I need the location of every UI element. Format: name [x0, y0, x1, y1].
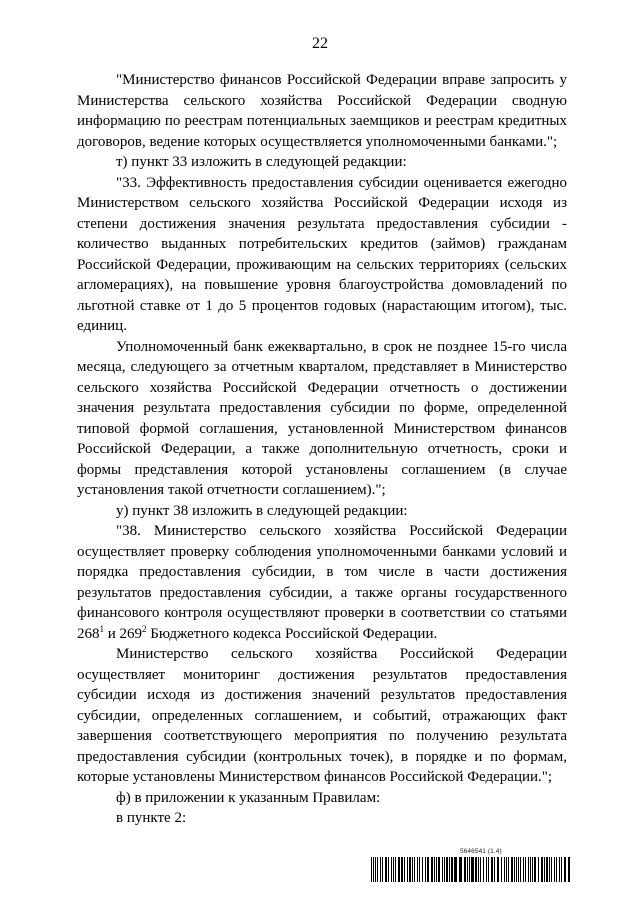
superscript-1: 1 [99, 623, 104, 634]
document-body [77, 70, 567, 829]
paragraph-item-f: ф) в приложении к указанным Правилам: [116, 789, 381, 806]
superscript-2: 2 [142, 623, 147, 634]
barcode-image [371, 857, 571, 882]
paragraph-38-text-before: "38. Министерство сельского хозяйства Российской Федерации осуществляет проверку соблюдения уполномоченными банками условий и порядка предоставления субсидии, в том числе в части достижения результатов предоставления субсидии, а также органы государственного финансового контроля осуществляют проверки в соответствии со статьями 268 [77, 523, 567, 642]
paragraph-bank-reporting: Уполномоченный банк ежеквартально, в срок не позднее 15-го числа месяца, следующего за отчетным кварталом, представляет в Министерство сельского хозяйства Российской Федерации отчетность о достижении значения результата предоставления субсидии по форме, определенной типовой формой соглашения, установленной Министерством финансов Российской Федерации, а также дополнительную отчетность, сроки и формы представления которой установлены соглашением (в случае установления такой отчетности соглашением)."; [77, 338, 567, 498]
page-number: 22 [312, 35, 328, 52]
paragraph-ministry-finance-request: "Министерство финансов Российской Федерации вправе запросить у Министерства сельского хозяйства Российской Федерации сводную информацию по реестрам потенциальных заемщиков и реестрам кредитных договоров, ведение которых осуществляется уполномоченными банками."; [77, 72, 567, 150]
paragraph-item-u: у) пункт 38 изложить в следующей редакции: [116, 502, 408, 519]
paragraph-38-verification [77, 521, 567, 644]
paragraph-33-efficiency: "33. Эффективность предоставления субсидии оценивается ежегодно Министерством сельского хозяйства Российской Федерации исходя из степени достижения значения результата предоставления субсидии - количество выданных потребительских кредитов (займов) гражданам Российской Федерации, проживающим на сельских территориях (сельских агломерациях), на повышение уровня благоустройства домовладений по льготной ставке от 1 до 5 процентов годовых (нарастающим итогом), тыс. единиц. [77, 174, 567, 334]
paragraph-38-text-after: Бюджетного кодекса Российской Федерации. [146, 625, 438, 642]
barcode-caption: 5646541 (1.4) [460, 848, 502, 855]
paragraph-38-text-middle: и 269 [104, 625, 143, 642]
paragraph-monitoring: Министерство сельского хозяйства Российской Федерации осуществляет мониторинг достижения результатов предоставления субсидии исходя из достижения значений результатов предоставления субсидии, определенных соглашением, и событий, отражающих факт завершения соответствующего мероприятия по получению результата предоставления субсидии (контрольных точек), в порядке и по формам, которые установлены Министерством финансов Российской Федерации."; [77, 646, 567, 785]
paragraph-point-2: в пункте 2: [116, 810, 187, 826]
paragraph-item-t: т) пункт 33 изложить в следующей редакции: [116, 154, 407, 170]
